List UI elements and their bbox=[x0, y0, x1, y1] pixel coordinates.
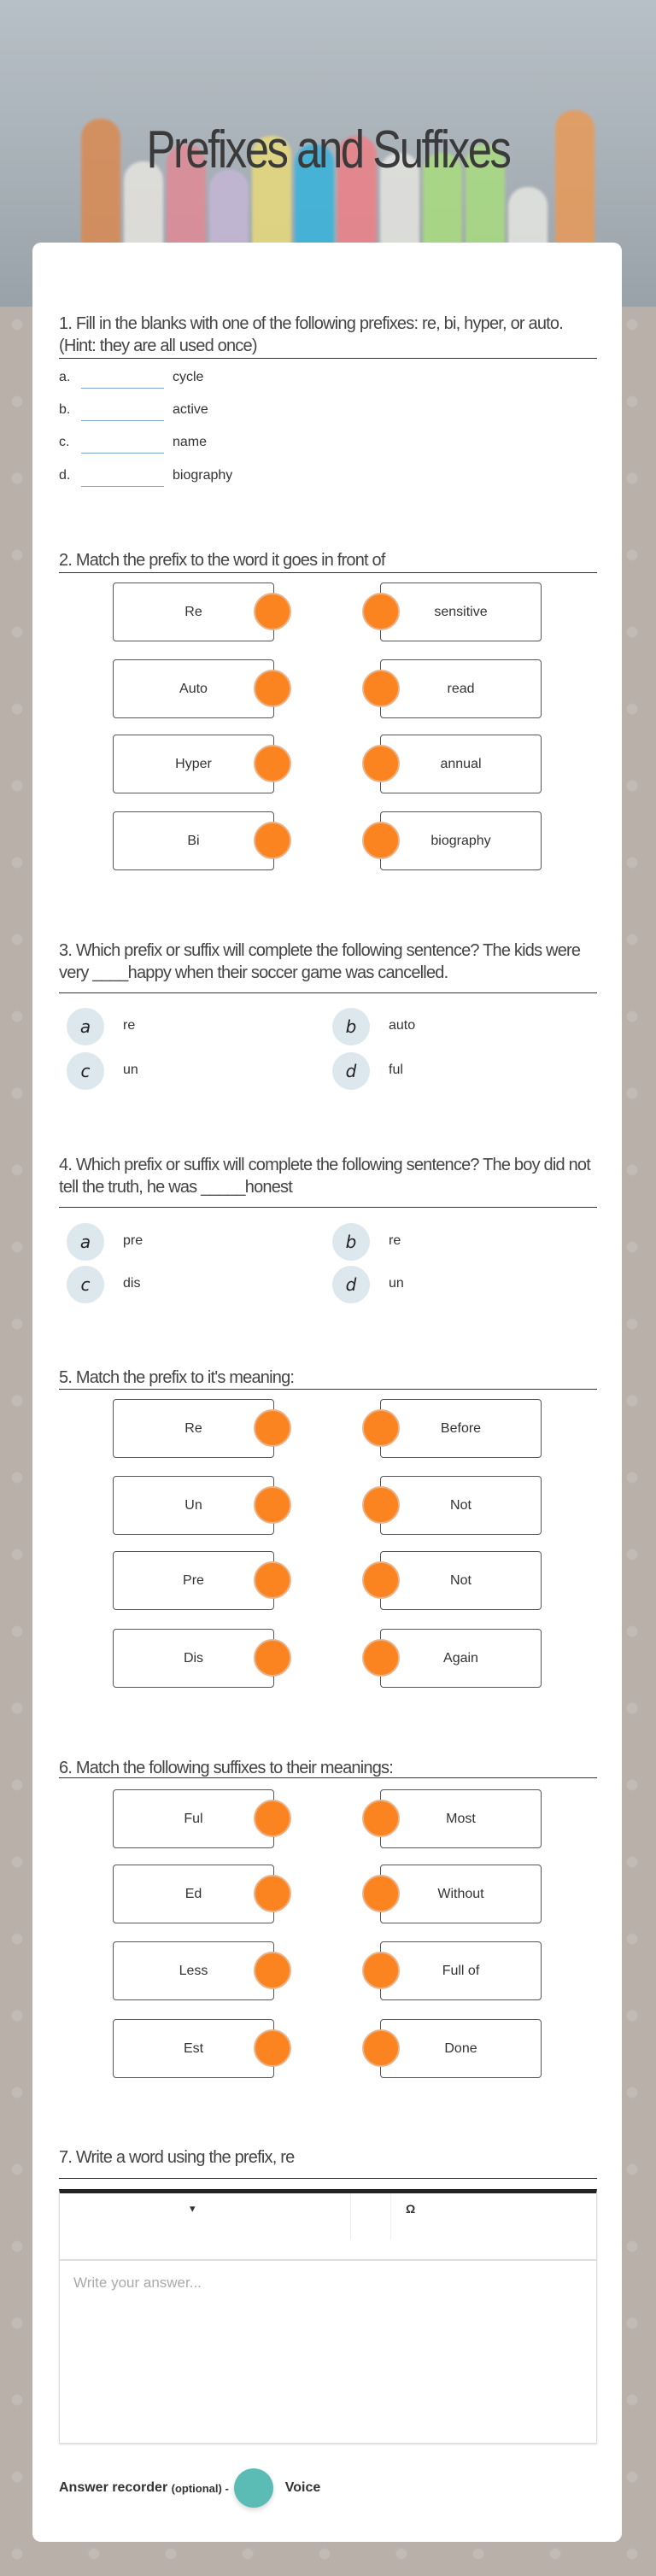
q2-right-connector-dot[interactable] bbox=[362, 670, 400, 707]
q4-heading: 4. Which prefix or suffix will complete the following sentence? The boy did not bbox=[59, 1156, 590, 1174]
q6-left-connector-dot[interactable] bbox=[254, 1875, 291, 1912]
q4-option-text[interactable]: dis bbox=[123, 1276, 141, 1291]
voice-record-button[interactable] bbox=[234, 2468, 273, 2508]
q6-right-item[interactable]: Done bbox=[380, 2019, 542, 2078]
q2-right-item[interactable]: biography bbox=[380, 811, 542, 870]
q4-option-badge[interactable]: d bbox=[332, 1266, 370, 1303]
answer-recorder bbox=[59, 2468, 320, 2508]
q1-heading-line2: (Hint: they are all used once) bbox=[59, 337, 257, 355]
q4-option-text[interactable]: un bbox=[389, 1276, 404, 1291]
q3-option-text[interactable]: un bbox=[123, 1063, 138, 1077]
q4-rule bbox=[59, 1207, 597, 1208]
q2-left-connector-dot[interactable] bbox=[254, 670, 291, 707]
q6-right-item[interactable]: Full of bbox=[380, 1941, 542, 2000]
q1-blank-input[interactable] bbox=[81, 368, 164, 389]
q5-left-connector-dot[interactable] bbox=[254, 1561, 291, 1599]
editor-toolbar bbox=[60, 2193, 596, 2261]
q5-left-item[interactable]: Dis bbox=[113, 1629, 274, 1688]
q1-row-word: name bbox=[173, 435, 208, 449]
q6-right-connector-dot[interactable] bbox=[362, 1875, 400, 1912]
q6-left-item[interactable]: Ed bbox=[113, 1865, 274, 1923]
q2-left-item[interactable]: Bi bbox=[113, 811, 274, 870]
toolbar-divider bbox=[350, 2193, 351, 2239]
q2-right-item[interactable]: read bbox=[380, 659, 542, 718]
rich-text-editor bbox=[59, 2189, 597, 2444]
q2-left-connector-dot[interactable] bbox=[254, 745, 291, 782]
recorder-label: Answer recorder bbox=[59, 2480, 168, 2495]
q2-left-item[interactable]: Auto bbox=[113, 659, 274, 718]
q3-rule bbox=[59, 992, 597, 993]
q1-row-label: a. bbox=[59, 370, 71, 384]
q5-right-item[interactable]: Not bbox=[380, 1476, 542, 1535]
q5-right-item[interactable]: Before bbox=[380, 1399, 542, 1458]
q1-row-label: c. bbox=[59, 435, 70, 449]
q6-left-item[interactable]: Est bbox=[113, 2019, 274, 2078]
q2-right-connector-dot[interactable] bbox=[362, 593, 400, 630]
q5-left-connector-dot[interactable] bbox=[254, 1486, 291, 1524]
q6-right-connector-dot[interactable] bbox=[362, 1952, 400, 1989]
q2-left-connector-dot[interactable] bbox=[254, 593, 291, 630]
worksheet-card bbox=[32, 243, 622, 2542]
recorder-optional-label: (optional) - bbox=[171, 2481, 229, 2495]
q4-option-badge[interactable]: b bbox=[332, 1223, 370, 1261]
q5-left-item[interactable]: Re bbox=[113, 1399, 274, 1458]
q6-right-item[interactable]: Most bbox=[380, 1789, 542, 1848]
q2-left-item[interactable]: Re bbox=[113, 583, 274, 641]
q4-option-badge[interactable]: a bbox=[67, 1223, 104, 1261]
answer-placeholder: Write your answer... bbox=[73, 2274, 202, 2291]
q6-right-connector-dot[interactable] bbox=[362, 2029, 400, 2067]
q1-blank-input[interactable] bbox=[81, 466, 164, 487]
q7-rule bbox=[59, 2178, 597, 2179]
q5-right-connector-dot[interactable] bbox=[362, 1409, 400, 1447]
q7-heading: 7. Write a word using the prefix, re bbox=[59, 2148, 295, 2167]
q2-right-item[interactable]: sensitive bbox=[380, 583, 542, 641]
special-character-icon[interactable]: Ω bbox=[406, 2202, 416, 2216]
q1-row-word: biography bbox=[173, 468, 233, 483]
q2-right-connector-dot[interactable] bbox=[362, 745, 400, 782]
answer-textarea[interactable] bbox=[60, 2261, 596, 2444]
q1-blank-input[interactable] bbox=[81, 433, 164, 454]
q1-row-label: b. bbox=[59, 402, 71, 417]
q2-right-item[interactable]: annual bbox=[380, 735, 542, 793]
q2-right-connector-dot[interactable] bbox=[362, 822, 400, 859]
q5-right-connector-dot[interactable] bbox=[362, 1639, 400, 1677]
page-title: Prefixes and Suffixes bbox=[146, 120, 510, 179]
q3-option-badge[interactable]: b bbox=[332, 1008, 370, 1045]
q5-left-connector-dot[interactable] bbox=[254, 1639, 291, 1677]
q1-row-word: active bbox=[173, 402, 208, 417]
q3-option-badge[interactable]: c bbox=[67, 1052, 104, 1090]
q3-heading-line2: very ____happy when their soccer game was cancelled. bbox=[59, 963, 448, 982]
q3-option-text[interactable]: re bbox=[123, 1018, 136, 1033]
q4-option-text[interactable]: pre bbox=[123, 1233, 144, 1248]
q5-right-connector-dot[interactable] bbox=[362, 1561, 400, 1599]
q3-option-badge[interactable]: a bbox=[67, 1008, 104, 1045]
q1-heading: 1. Fill in the blanks with one of the following prefixes: re, bi, hyper, or auto. bbox=[59, 314, 563, 333]
q3-heading: 3. Which prefix or suffix will complete the following sentence? The kids were bbox=[59, 941, 581, 960]
q2-left-item[interactable]: Hyper bbox=[113, 735, 274, 793]
q2-rule bbox=[59, 572, 597, 573]
font-dropdown-arrow-icon[interactable]: ▾ bbox=[190, 2202, 196, 2215]
q6-right-connector-dot[interactable] bbox=[362, 1800, 400, 1837]
q3-option-text[interactable]: ful bbox=[389, 1063, 403, 1077]
q6-left-connector-dot[interactable] bbox=[254, 2029, 291, 2067]
toolbar-divider bbox=[390, 2193, 391, 2239]
q5-left-item[interactable]: Un bbox=[113, 1476, 274, 1535]
q5-right-connector-dot[interactable] bbox=[362, 1486, 400, 1524]
q4-heading-line2: tell the truth, he was _____honest bbox=[59, 1178, 293, 1197]
q6-left-item[interactable]: Ful bbox=[113, 1789, 274, 1848]
q6-right-item[interactable]: Without bbox=[380, 1865, 542, 1923]
q3-option-badge[interactable]: d bbox=[332, 1052, 370, 1090]
q5-left-item[interactable]: Pre bbox=[113, 1551, 274, 1610]
q6-left-connector-dot[interactable] bbox=[254, 1952, 291, 1989]
q4-option-text[interactable]: re bbox=[389, 1233, 401, 1248]
q3-option-text[interactable]: auto bbox=[389, 1018, 416, 1033]
q1-row-label: d. bbox=[59, 468, 71, 483]
voice-label: Voice bbox=[284, 2480, 321, 2495]
q1-row-word: cycle bbox=[173, 370, 204, 384]
q6-heading: 6. Match the following suffixes to their meanings: bbox=[59, 1759, 393, 1777]
q5-left-connector-dot[interactable] bbox=[254, 1409, 291, 1447]
q1-blank-input[interactable] bbox=[81, 401, 164, 421]
q2-heading: 2. Match the prefix to the word it goes in front of bbox=[59, 551, 385, 570]
q4-option-badge[interactable]: c bbox=[67, 1266, 104, 1303]
q5-heading: 5. Match the prefix to it's meaning: bbox=[59, 1368, 295, 1387]
q5-right-item[interactable]: Again bbox=[380, 1629, 542, 1688]
q6-rule bbox=[59, 1777, 597, 1778]
q2-left-connector-dot[interactable] bbox=[254, 822, 291, 859]
q6-left-connector-dot[interactable] bbox=[254, 1800, 291, 1837]
q5-rule bbox=[59, 1389, 597, 1390]
q1-rule bbox=[59, 358, 597, 359]
q5-right-item[interactable]: Not bbox=[380, 1551, 542, 1610]
q6-left-item[interactable]: Less bbox=[113, 1941, 274, 2000]
